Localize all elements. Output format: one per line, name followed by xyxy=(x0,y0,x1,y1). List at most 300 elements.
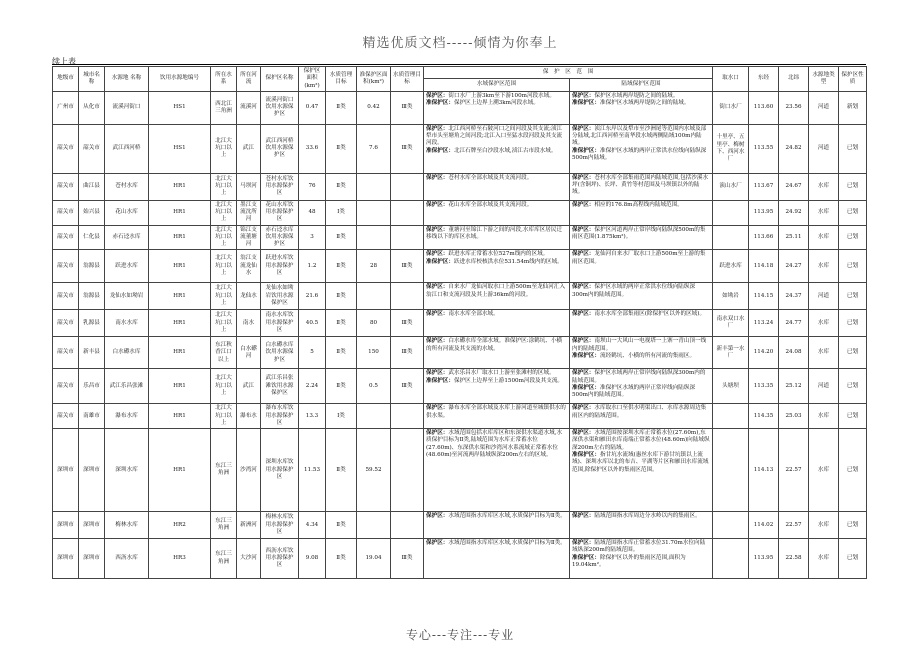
cell-region: 北江大坑口以上 xyxy=(211,404,237,429)
scope-label: 保护区： xyxy=(572,174,595,181)
scope-text: 北江石牌至白沙段水域,浈江古市段水域。 xyxy=(453,147,557,154)
scope-text: 准保护区水域的两岸正常岸线向陆纵深500m内的陆域范围。 xyxy=(572,384,696,399)
cell-land-scope xyxy=(570,539,713,579)
cell-county: 乳源县 xyxy=(79,310,105,337)
cell-water-scope xyxy=(424,225,570,250)
scope-text: 相应的176.8m高程线内陆域范围。 xyxy=(594,201,683,208)
cell-lon: 114.13 xyxy=(749,429,779,512)
cell-river: 龙仙水 xyxy=(237,283,261,310)
scope-text: 保护区水域两岸堤防之间的陆域。 xyxy=(594,92,679,99)
cell-source: 跃进水库 xyxy=(105,250,149,283)
cell-city: 韶关市 xyxy=(53,337,79,369)
scope-text: 水域范围指水库库区水域,水质保护目标为Ⅱ类。 xyxy=(448,513,566,520)
cell-lat: 25.03 xyxy=(779,404,809,429)
col-river: 所在河流 xyxy=(237,67,261,92)
scope-text: 流经鹤坑、小横的所有河流的集雨区。 xyxy=(599,352,696,359)
cell-river: 南水 xyxy=(237,310,261,337)
cell-county: 从化市 xyxy=(79,91,105,124)
cell-lat: 24.67 xyxy=(779,173,809,200)
cell-code: HS1 xyxy=(149,91,211,124)
scope-label: 保护区： xyxy=(572,370,595,377)
scope-paragraph xyxy=(426,148,567,155)
scope-label: 保护区： xyxy=(572,540,595,547)
cell-city: 韶关市 xyxy=(53,283,79,310)
cell-lon: 113.35 xyxy=(749,369,779,404)
cell-intake xyxy=(713,429,749,512)
cell-county: 深圳市 xyxy=(79,429,105,512)
cell-target1: Ⅱ类 xyxy=(326,512,357,539)
cell-county: 深圳市 xyxy=(79,512,105,539)
scope-paragraph xyxy=(426,311,567,318)
cell-region: 北江大坑口以上 xyxy=(211,124,237,173)
cell-region: 北江大坑口以上 xyxy=(211,225,237,250)
col-land-scope: 陆域保护区范围 xyxy=(570,79,713,91)
cell-area2 xyxy=(357,200,391,225)
cell-region: 北江大坑口以上 xyxy=(211,369,237,404)
cell-src-type: 水库 xyxy=(809,200,839,225)
scope-label: 保护区： xyxy=(572,311,595,318)
cell-code: HR1 xyxy=(149,200,211,225)
col-code: 饮用水源地编号 xyxy=(149,67,211,92)
cell-area2: 7.6 xyxy=(357,124,391,173)
scope-label: 准保护区： xyxy=(426,258,454,265)
cell-intake xyxy=(713,200,749,225)
scope-text: 除保护区以外的集雨区范围,面积为19.04km²。 xyxy=(572,554,686,568)
cell-target1: Ⅱ类 xyxy=(326,173,357,200)
cell-lon: 113.24 xyxy=(749,310,779,337)
scope-label: 保护区： xyxy=(572,430,595,437)
scope-paragraph xyxy=(572,540,710,555)
cell-intake xyxy=(713,512,749,539)
scope-text: 武水乐昌水厂取水口上游至张滩村的区域。 xyxy=(448,370,555,377)
scope-label: 保护区： xyxy=(572,338,595,345)
cell-code: HR1 xyxy=(149,404,211,429)
cell-src-type: 河道 xyxy=(809,369,839,404)
cell-region: 东江秋香江口以上 xyxy=(211,337,237,369)
cell-river: 大沙河 xyxy=(237,539,261,579)
cell-area1: 40.5 xyxy=(299,310,326,337)
col-lat: 北纬 xyxy=(779,67,809,92)
cell-water-scope xyxy=(424,512,570,539)
cell-land-scope xyxy=(570,225,713,250)
col-target1: 水质管理目标 xyxy=(326,67,357,92)
scope-label: 准保护区： xyxy=(572,451,600,458)
table-row xyxy=(53,124,867,173)
cell-src-type: 水库 xyxy=(809,225,839,250)
scope-text: 陆域范围指水库正常蓄水位31.70m水位向陆域纵深200m的陆域范围。 xyxy=(572,540,706,554)
cell-target1: Ⅱ类 xyxy=(326,429,357,512)
scope-label: 保护区： xyxy=(572,201,595,208)
cell-region: 西北江三角洲 xyxy=(211,91,237,124)
cell-nature: 已划 xyxy=(839,404,867,429)
cell-intake: 街口水厂 xyxy=(713,91,749,124)
cell-city: 韶关市 xyxy=(53,225,79,250)
cell-nature: 已划 xyxy=(839,429,867,512)
col-intake: 取水口 xyxy=(713,67,749,92)
cell-code: HR1 xyxy=(149,225,211,250)
cell-source: 龙仙水如坳岩 xyxy=(105,283,149,310)
scope-label: 准保护区： xyxy=(572,147,600,154)
scope-text: 保护区河道两岸正常岸线向陆纵深500m的集雨区范围(1.875km²)。 xyxy=(572,226,706,240)
cell-water-scope xyxy=(424,250,570,283)
cell-intake: 南水双口水厂 xyxy=(713,310,749,337)
cell-area1: 3 xyxy=(299,225,326,250)
cell-target2 xyxy=(391,200,424,225)
cell-lat: 22.57 xyxy=(779,512,809,539)
cell-area2: 28 xyxy=(357,250,391,283)
cell-area1: 0.47 xyxy=(299,91,326,124)
cell-nature: 已划 xyxy=(839,283,867,310)
col-area1: 保护区面积(km²) xyxy=(299,67,326,92)
cell-source: 西沥水库 xyxy=(105,539,149,579)
scope-text: 苍村水库全部集雨范围内陆域范围,包括沙溪水坪(含铜坪)、长坪、黄竹等村范围及马坝镇以外的陆域。 xyxy=(572,174,709,196)
scope-paragraph xyxy=(426,405,567,420)
cell-intake xyxy=(713,404,749,429)
cell-source: 苍村水库 xyxy=(105,173,149,200)
cell-nature: 已划 xyxy=(839,124,867,173)
scope-label: 保护区： xyxy=(426,251,449,258)
cell-src-type: 河道 xyxy=(809,283,839,310)
cell-area1: 76 xyxy=(299,173,326,200)
cell-target2 xyxy=(391,512,424,539)
table-row xyxy=(53,429,867,512)
cell-river: 白水礤河 xyxy=(237,337,261,369)
cell-code: HR1 xyxy=(149,173,211,200)
scope-text: 自来水厂龙仙河取水口上游500m至龙仙河汇入翁江口和支流河段及其上游36km的河段。 xyxy=(426,284,566,298)
scope-label: 准保护区： xyxy=(572,554,600,561)
cell-land-scope xyxy=(570,429,713,512)
scope-label: 准保护区： xyxy=(572,384,600,391)
scope-text: 南水水库全部水域。 xyxy=(448,311,499,318)
cell-target1: Ⅱ类 xyxy=(326,91,357,124)
cell-src-type: 河道 xyxy=(809,124,839,173)
scope-label: 保护区： xyxy=(572,513,595,520)
cell-target2 xyxy=(391,283,424,310)
scope-text: 陆域范围指水库周边分水岭以内的集雨区。 xyxy=(594,513,701,520)
cell-lat: 25.11 xyxy=(779,225,809,250)
cell-intake: 跃进水库 xyxy=(713,250,749,283)
col-src-type: 水源地类型 xyxy=(809,67,839,92)
cell-zone-name: 深圳水库饮用水源保护区 xyxy=(261,429,299,512)
cell-county: 翁源县 xyxy=(79,283,105,310)
cell-src-type: 水库 xyxy=(809,250,839,283)
scope-paragraph xyxy=(572,175,710,197)
scope-paragraph xyxy=(572,227,710,242)
cell-target1: Ⅱ类 xyxy=(326,369,357,404)
cell-lat: 24.37 xyxy=(779,283,809,310)
scope-paragraph xyxy=(572,251,710,266)
cell-water-scope xyxy=(424,404,570,429)
cell-intake: 头塘坝 xyxy=(713,369,749,404)
cell-src-type: 水库 xyxy=(809,512,839,539)
cell-target2 xyxy=(391,429,424,512)
table-row xyxy=(53,369,867,404)
col-region: 所在水系 xyxy=(211,67,237,92)
scope-paragraph xyxy=(572,284,710,299)
scope-paragraph xyxy=(572,353,710,360)
cell-county: 韶关市 xyxy=(79,124,105,173)
cell-area1: 4.34 xyxy=(299,512,326,539)
cell-zone-name: 白水礤水库饮用水源保护区 xyxy=(261,337,299,369)
scope-text: 水库取水口至供水明渠出口、水库水源周边集雨区内的陆域范围。 xyxy=(572,405,707,419)
scope-paragraph xyxy=(572,93,710,100)
cell-lat: 24.08 xyxy=(779,337,809,369)
cell-county: 曲江县 xyxy=(79,173,105,200)
cell-river: 锦江支流董塘河 xyxy=(237,225,261,250)
cell-area1: 21.6 xyxy=(299,283,326,310)
cell-land-scope xyxy=(570,310,713,337)
scope-paragraph xyxy=(426,175,567,182)
protection-zone-table xyxy=(52,66,867,579)
cell-county: 新丰县 xyxy=(79,337,105,369)
cell-source: 花山水库 xyxy=(105,200,149,225)
col-county: 城市名称 xyxy=(79,67,105,92)
page-footer: 专心---专注---专业 xyxy=(405,628,515,642)
scope-label: 保护区： xyxy=(426,201,449,208)
cell-nature: 已划 xyxy=(839,250,867,283)
cell-area1: 5 xyxy=(299,337,326,369)
cell-area2: 19.04 xyxy=(357,539,391,579)
scope-paragraph xyxy=(572,202,710,209)
scope-paragraph xyxy=(426,513,567,520)
col-target2: 水质管理目标 xyxy=(391,67,424,92)
scope-text: 保护区水域的两岸正常洪水位线向陆纵深300m内的陆域范围。 xyxy=(572,284,696,298)
cell-region: 东江三角洲 xyxy=(211,429,237,512)
cell-city: 韶关市 xyxy=(53,250,79,283)
cell-lon: 114.18 xyxy=(749,250,779,283)
cell-lat: 24.92 xyxy=(779,200,809,225)
cell-region: 北江大坑口以上 xyxy=(211,173,237,200)
cell-target2 xyxy=(391,404,424,429)
scope-paragraph xyxy=(426,338,567,353)
cell-lon: 113.95 xyxy=(749,200,779,225)
cell-county: 深圳市 xyxy=(79,539,105,579)
cell-land-scope xyxy=(570,200,713,225)
cell-source: 南水水库 xyxy=(105,310,149,337)
cell-intake: 如坳岩 xyxy=(713,283,749,310)
scope-paragraph xyxy=(426,430,567,459)
cell-nature: 已划 xyxy=(839,369,867,404)
cell-zone-name: 跃进水库饮用水源保护区 xyxy=(261,250,299,283)
cell-city: 深圳市 xyxy=(53,539,79,579)
cell-river: 沙湾河 xyxy=(237,429,261,512)
cell-src-type: 水库 xyxy=(809,429,839,512)
cell-city: 韶关市 xyxy=(53,173,79,200)
scope-label: 保护区： xyxy=(426,513,449,520)
cell-src-type: 水库 xyxy=(809,404,839,429)
scope-text: 跃进水库校核洪水位531.54m线内的区域。 xyxy=(453,258,563,265)
cell-river: 流溪河 xyxy=(237,91,261,124)
cell-zone-name: 龙仙水如坳岩饮用水源保护区 xyxy=(261,283,299,310)
cell-code: HR1 xyxy=(149,369,211,404)
cell-zone-name: 瀑布水库饮用水源保护区 xyxy=(261,404,299,429)
scope-text: 瀑布水库全部水域及水库上游河道至城镇供水的供水渠。 xyxy=(426,405,566,419)
scope-text: 水域范围按深圳水库正常蓄水位(27.60m),东深供水渠和雁田水库南端正常蓄水位(48.60m)向陆域纵深200m左右的陆域。 xyxy=(572,430,710,451)
cell-water-scope xyxy=(424,91,570,124)
cell-zone-name: 西沥水库饮用水源保护区 xyxy=(261,539,299,579)
scope-paragraph xyxy=(572,452,710,474)
cell-county: 乐昌市 xyxy=(79,369,105,404)
cell-code: HR1 xyxy=(149,250,211,283)
cell-src-type: 水库 xyxy=(809,337,839,369)
scope-label: 保护区： xyxy=(426,540,449,547)
cell-water-scope xyxy=(424,369,570,404)
cell-nature: 已划 xyxy=(839,225,867,250)
cell-water-scope xyxy=(424,539,570,579)
cell-nature: 已划 xyxy=(839,310,867,337)
cell-county: 翁源县 xyxy=(79,250,105,283)
cell-intake xyxy=(713,539,749,579)
scope-label: 保护区： xyxy=(572,251,595,258)
cell-source: 深圳水库 xyxy=(105,429,149,512)
cell-nature: 已划 xyxy=(839,200,867,225)
cell-city: 韶关市 xyxy=(53,369,79,404)
cell-area2 xyxy=(357,173,391,200)
cell-river: 武江 xyxy=(237,369,261,404)
cell-area1: 2.24 xyxy=(299,369,326,404)
cell-city: 深圳市 xyxy=(53,429,79,512)
scope-label: 准保护区： xyxy=(426,100,454,107)
scope-paragraph xyxy=(572,385,710,400)
scope-paragraph xyxy=(426,227,567,242)
cell-target1: Ⅱ类 xyxy=(326,250,357,283)
cell-intake: 新丰第一水厂 xyxy=(713,337,749,369)
scope-text: 白水礤水库全部水域。准保护区:涂鹤坑、小横的所有河流及其支流的水域。 xyxy=(426,338,563,352)
col-source: 水源地 名称 xyxy=(105,67,149,92)
scope-label: 保护区： xyxy=(426,92,449,99)
cell-area2: 59.52 xyxy=(357,429,391,512)
scope-label: 准保护区： xyxy=(572,352,600,359)
cell-zone-name: 苍村水库饮用水源保护区 xyxy=(261,173,299,200)
col-lon: 东经 xyxy=(749,67,779,92)
cell-water-scope xyxy=(424,429,570,512)
cell-land-scope xyxy=(570,337,713,369)
cell-region: 北江大坑口以上 xyxy=(211,250,237,283)
cell-src-type: 水库 xyxy=(809,173,839,200)
cell-code: HR2 xyxy=(149,512,211,539)
cell-river: 新洲河 xyxy=(237,512,261,539)
cell-target2: Ⅲ类 xyxy=(391,337,424,369)
page-header: 精选优质文档-----倾情为你奉上 xyxy=(362,36,558,51)
cell-city: 深圳市 xyxy=(53,512,79,539)
scope-paragraph xyxy=(426,126,567,148)
cell-area2 xyxy=(357,512,391,539)
cell-intake: 演山水厂 xyxy=(713,173,749,200)
cell-water-scope xyxy=(424,283,570,310)
scope-label: 保护区： xyxy=(572,284,595,291)
cell-area2: 0.5 xyxy=(357,369,391,404)
cell-county: 始兴县 xyxy=(79,200,105,225)
cell-county: 仁化县 xyxy=(79,225,105,250)
scope-paragraph xyxy=(426,259,567,266)
cell-region: 北江大坑口以上 xyxy=(211,200,237,225)
scope-label: 准保护区： xyxy=(572,100,600,107)
cell-land-scope xyxy=(570,91,713,124)
scope-text: 保护区上边界至上游1500m河段及其支流。 xyxy=(453,377,564,384)
scope-paragraph xyxy=(426,93,567,100)
cell-target1: Ⅱ类 xyxy=(326,225,357,250)
scope-label: 准保护区： xyxy=(426,377,454,384)
cell-target1: Ⅱ类 xyxy=(326,310,357,337)
cell-land-scope xyxy=(570,369,713,404)
table-row xyxy=(53,539,867,579)
cell-lat: 22.57 xyxy=(779,429,809,512)
scope-paragraph xyxy=(572,126,710,148)
cell-area1: 48 xyxy=(299,200,326,225)
scope-label: 保护区： xyxy=(426,338,449,345)
scope-text: 南水水库全部集雨区(除保护区以外的区域)。 xyxy=(594,311,706,318)
cell-area2: 80 xyxy=(357,310,391,337)
scope-label: 保护区： xyxy=(426,226,449,233)
scope-paragraph xyxy=(572,405,710,420)
cell-water-scope xyxy=(424,337,570,369)
table-row xyxy=(53,250,867,283)
cell-area2: 150 xyxy=(357,337,391,369)
cell-water-scope xyxy=(424,310,570,337)
cell-region: 东江三角洲 xyxy=(211,539,237,579)
cell-city: 韶关市 xyxy=(53,310,79,337)
top-rule xyxy=(52,64,866,65)
cell-target1: Ⅱ类 xyxy=(326,124,357,173)
cell-lat: 22.58 xyxy=(779,539,809,579)
scope-text: 保护区上边界上溯3km河段水域。 xyxy=(453,100,539,107)
scope-paragraph xyxy=(572,430,710,452)
cell-target1: Ⅱ类 xyxy=(326,283,357,310)
table-row xyxy=(53,404,867,429)
cell-lat: 24.27 xyxy=(779,250,809,283)
scope-text: 水域范围包括水库库区和东深供水渠道水域,水质保护目标为Ⅱ类,陆域范围为水库正常蓄水位(27.60m)、东深供水渠和沙湾河水系流域正常蓄水位(48.60m)至河流两岸陆域纵深200m左右的区域。 xyxy=(426,430,563,458)
scope-paragraph xyxy=(426,370,567,377)
cell-target2 xyxy=(391,173,424,200)
table-row xyxy=(53,225,867,250)
table-row xyxy=(53,512,867,539)
cell-land-scope xyxy=(570,124,713,173)
scope-label: 保护区： xyxy=(426,125,449,132)
cell-city: 广州市 xyxy=(53,91,79,124)
scope-label: 保护区： xyxy=(572,92,595,99)
cell-area1: 33.6 xyxy=(299,124,326,173)
scope-label: 保护区： xyxy=(426,370,449,377)
cell-target1: Ⅱ类 xyxy=(326,539,357,579)
scope-text: 保护区水域两岸正常岸线向陆纵深300m内的陆域范围。 xyxy=(572,370,706,384)
cell-lon: 114.02 xyxy=(749,512,779,539)
scope-text: 花山水库全部水域及其支流河段。 xyxy=(448,201,533,208)
cell-lon: 113.67 xyxy=(749,173,779,200)
cell-lon: 113.66 xyxy=(749,225,779,250)
cell-city: 韶关市 xyxy=(53,124,79,173)
scope-paragraph xyxy=(426,284,567,299)
cell-intake xyxy=(713,225,749,250)
scope-paragraph xyxy=(572,555,710,570)
cell-nature: 已划 xyxy=(839,539,867,579)
table-row xyxy=(53,337,867,369)
cell-source: 赤石迳水库 xyxy=(105,225,149,250)
cell-area2: 0.42 xyxy=(357,91,391,124)
cell-area2 xyxy=(357,404,391,429)
cell-water-scope xyxy=(424,124,570,173)
col-scope: 保 护 区 范 围 xyxy=(424,67,713,79)
cell-river: 墨江支流沈所河 xyxy=(237,200,261,225)
scope-label: 准保护区： xyxy=(426,147,454,154)
cell-lat: 24.82 xyxy=(779,124,809,173)
cell-code: HS1 xyxy=(149,124,211,173)
col-nature: 保护区性质 xyxy=(839,67,867,92)
cell-river: 马坝河 xyxy=(237,173,261,200)
col-area2: 准保护区面积(km²) xyxy=(357,67,391,92)
scope-text: 苍村水库全部水域及其支流河段。 xyxy=(448,174,533,181)
cell-region: 北江大坑口以上 xyxy=(211,310,237,337)
cell-lon: 114.15 xyxy=(749,283,779,310)
